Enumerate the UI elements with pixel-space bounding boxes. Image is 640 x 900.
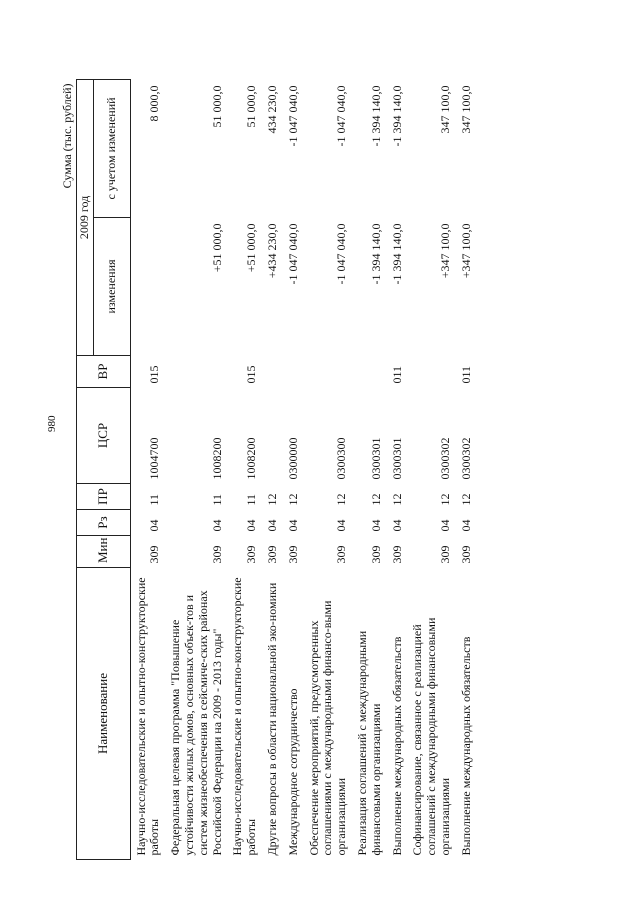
cell-csr: 0300302 (458, 437, 473, 480)
cell-total: 51 000,0 (244, 85, 259, 128)
cell-changes: -1 394 140,0 (389, 223, 404, 285)
cell-vr (405, 355, 453, 387)
cell-pr: 12 (334, 493, 349, 506)
cell-name: Другие вопросы в области национальной эко-номики (264, 582, 279, 856)
cell-total: 8 000,0 (147, 85, 162, 122)
cell-pr: 11 (147, 493, 162, 506)
cell-name: Обеспечение мероприятий, предусмотренных соглашениями с международными финансо-выми организациями (306, 600, 349, 856)
cell-rz: 04 (209, 519, 224, 532)
cell-min: 309 (334, 545, 349, 564)
page-number: 980 (46, 415, 58, 432)
header-changes: изменения (93, 217, 130, 355)
cell-csr: 0300302 (437, 437, 452, 480)
header-min: Мин (76, 536, 130, 568)
cell-vr: 015 (244, 365, 259, 384)
table-row (405, 79, 453, 859)
cell-min: 309 (244, 545, 259, 564)
cell-min: 309 (209, 545, 224, 564)
cell-changes: -1 047 040,0 (334, 223, 349, 285)
cell-vr: 015 (147, 365, 162, 384)
table-body (130, 79, 474, 859)
table-row (163, 79, 225, 859)
cell-pr: 12 (437, 493, 452, 506)
header-pr: ПР (76, 484, 130, 510)
header-rz: Рз (76, 510, 130, 536)
cell-min: 309 (437, 545, 452, 564)
cell-vr: 011 (458, 365, 473, 384)
cell-pr: 12 (285, 493, 300, 506)
cell-pr: 12 (264, 493, 279, 506)
cell-vr (260, 355, 281, 387)
table-row (385, 79, 406, 859)
cell-csr (260, 388, 281, 484)
cell-changes: +51 000,0 (244, 223, 259, 273)
cell-changes: -1 047 040,0 (285, 223, 300, 285)
cell-min: 309 (147, 545, 162, 564)
header-vr: ВР (76, 355, 130, 387)
cell-csr: 1008200 (244, 437, 259, 480)
cell-rz: 04 (458, 519, 473, 532)
cell-vr (302, 355, 350, 387)
cell-pr: 12 (368, 493, 383, 506)
header-csr: ЦСР (76, 388, 130, 484)
table-row (454, 79, 475, 859)
cell-name: Научно-исследовательские и опытно-конструкторские работы (133, 577, 162, 856)
cell-name: Выполнение международных обязательств (458, 636, 473, 856)
header-total: с учетом изменений (93, 79, 130, 217)
cell-csr: 0300301 (389, 437, 404, 480)
cell-changes: +51 000,0 (209, 223, 224, 273)
cell-name: Реализация соглашений с международными финансовыми организациями (354, 630, 383, 856)
header-name: Наименование (76, 568, 130, 860)
cell-name: Федеральная целевая программа "Повышение устойчивости жилых домов, основных объек-тов и систем жизнеобеспечения в сейсмиче-ских районах Российской Федерации на 2009 - 2013 годы" (168, 590, 224, 856)
cell-rz: 04 (437, 519, 452, 532)
table-row (302, 79, 350, 859)
cell-rz: 04 (264, 519, 279, 532)
cell-min: 309 (458, 545, 473, 564)
cell-rz: 04 (368, 519, 383, 532)
cell-rz: 04 (147, 519, 162, 532)
cell-vr (350, 355, 385, 387)
cell-changes (130, 217, 163, 355)
budget-table (60, 79, 475, 860)
cell-vr: 011 (389, 365, 404, 384)
cell-changes: +434 230,0 (264, 223, 279, 279)
cell-pr: 11 (244, 493, 259, 506)
cell-total: -1 394 140,0 (368, 85, 383, 147)
cell-rz: 04 (389, 519, 404, 532)
cell-pr: 11 (209, 493, 224, 506)
cell-csr: 1004700 (147, 437, 162, 480)
table-row (130, 79, 163, 859)
cell-total: -1 047 040,0 (285, 85, 300, 147)
cell-rz: 04 (334, 519, 349, 532)
cell-total: 347 100,0 (458, 85, 473, 134)
cell-rz: 04 (244, 519, 259, 532)
cell-csr: 0300301 (368, 437, 383, 480)
table-row (260, 79, 281, 859)
cell-total: 51 000,0 (209, 85, 224, 128)
header-year: 2009 год (76, 79, 93, 355)
cell-name: Софинансирование, связанное с реализацией соглашений с международными финансовыми организациями (410, 617, 452, 856)
cell-csr: 0300300 (334, 437, 349, 480)
cell-csr: 1008200 (209, 437, 224, 480)
rotated-page (60, 80, 620, 860)
cell-name: Международное сотрудничество (285, 688, 300, 856)
table-row (225, 79, 260, 859)
cell-min: 309 (285, 545, 300, 564)
cell-pr: 12 (389, 493, 404, 506)
cell-changes: +347 100,0 (458, 223, 473, 279)
cell-changes: +347 100,0 (437, 223, 452, 279)
cell-total: -1 394 140,0 (389, 85, 404, 147)
cell-rz: 04 (285, 519, 300, 532)
cell-pr: 12 (458, 493, 473, 506)
units-label: Сумма (тыс. рублей) (60, 79, 76, 355)
cell-total: -1 047 040,0 (334, 85, 349, 147)
table-row (350, 79, 385, 859)
cell-min: 309 (389, 545, 404, 564)
table-row (281, 79, 302, 859)
cell-total: 347 100,0 (437, 85, 452, 134)
cell-total: 434 230,0 (264, 85, 279, 134)
cell-name: Выполнение международных обязательств (389, 636, 404, 856)
cell-vr (281, 355, 302, 387)
cell-vr (163, 355, 225, 387)
cell-min: 309 (368, 545, 383, 564)
cell-min: 309 (264, 545, 279, 564)
cell-csr: 0300000 (285, 437, 300, 480)
cell-name: Научно-исследовательские и опытно-конструкторские работы (230, 577, 259, 856)
cell-changes: -1 394 140,0 (368, 223, 383, 285)
